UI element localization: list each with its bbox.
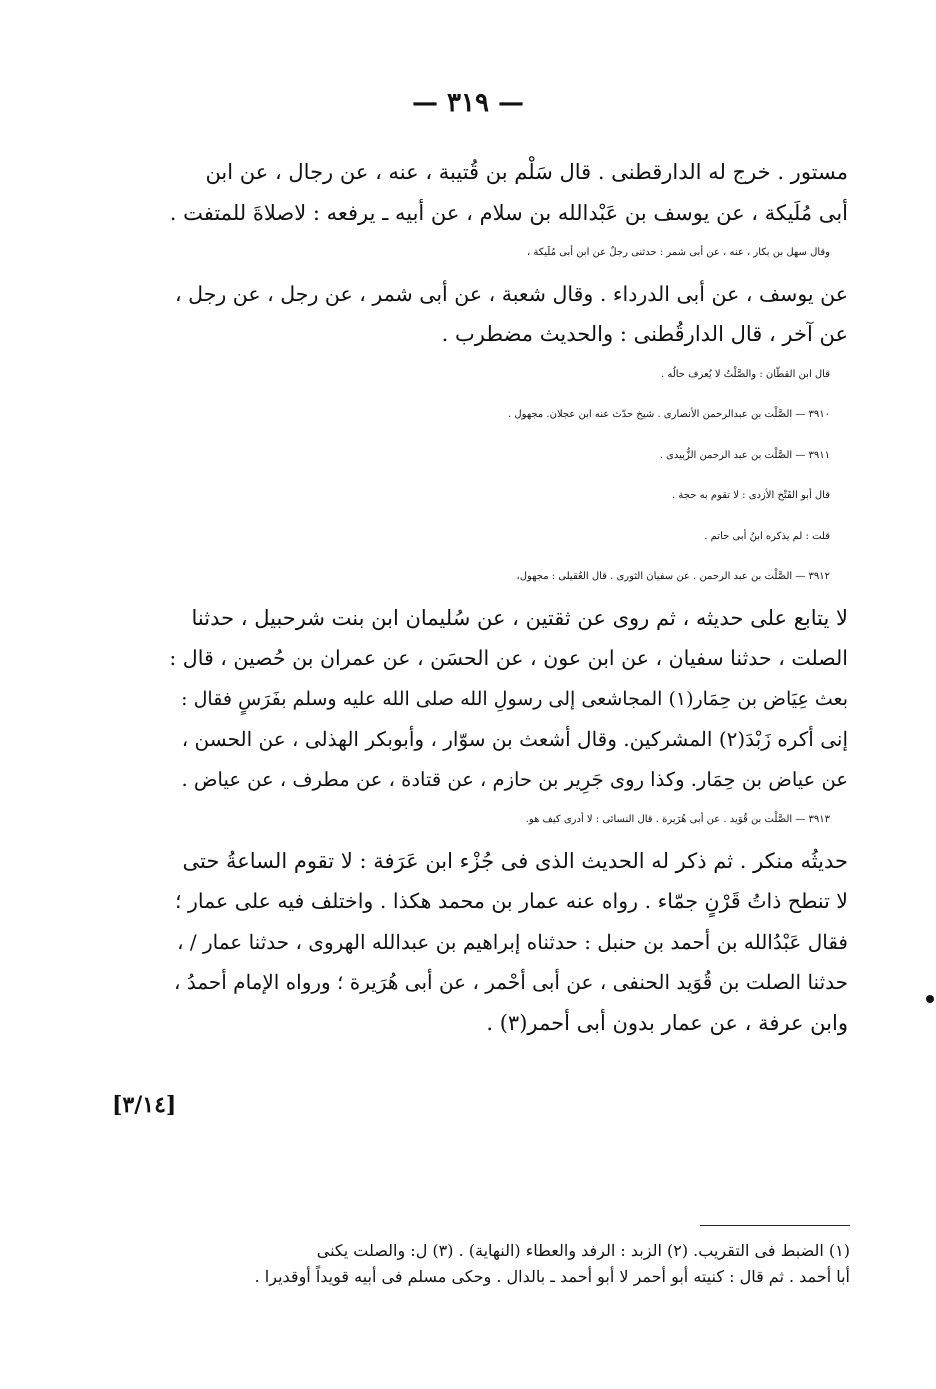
footnote-line: (١) الضبط فى التقريب. (٢) الزبد : الرفد والعطاء (النهاية) . (٣) ل: والصلت يكنى [316, 1241, 850, 1260]
text-line: مستور . خرج له الدارقطنى . قال سَلْم بن قُتيبة ، عنه ، عن رجال ، عن ابن [205, 160, 848, 184]
text-line: إنى أكره زَبْدَ(٢) المشركين. وقال أشعث بن سوّار ، وأبوبكر الهذلى ، عن الحسن ، [181, 727, 848, 751]
text-line: قال أبو الفَتْح الأزدى : لا تقوم به حجة . [672, 490, 830, 501]
text-line: وابن عرفة ، عن عمار بدون أبى أحمر(٣) . [486, 1010, 848, 1035]
text-line: ٣٩١١ — الصَّلْت بن عبد الرحمن الزُّبيدى . [659, 449, 830, 461]
main-text [168, 152, 848, 1043]
footnote-line: أبا أحمد . ثم قال : كنيته أبو أحمر لا أبو أحمد ـ بالدال . وحكى مسلم فى أبيه قويداً أوقديرا . [254, 1267, 850, 1286]
text-line: حديثُه منكر . ثم ذكر له الحديث الذى فى جُزْء ابن عَرَفة : لا تقوم الساعةُ حتى [182, 848, 848, 873]
text-line: لا تنطح ذاتُ قَرْنٍ جمّاء . رواه عنه عمار بن محمد هكذا . واختلف فيه على عمار ؛ [174, 889, 848, 913]
text-line: الصلت ، حدثنا سفيان ، عن ابن عون ، عن الحسَن ، عن عمران بن حُصين ، قال : [169, 646, 848, 670]
text-line: قال ابن القطّان : والصَّلْتُ لا يُعرف حالُه . [660, 368, 830, 380]
text-line: ٣٩١٣ — الصَّلْت بن قُوَيد . عن أبى هُرَيرة . قال النسائى : لا أدرى كيف هو. [525, 814, 830, 825]
text-line: فقال عَبْدُالله بن أحمد بن حنبل : حدثناه إبراهيم بن عبدالله الهروى ، حدثنا عمار / ، [177, 929, 848, 954]
footnotes [180, 1238, 850, 1290]
text-line: حدثنا الصلت بن قُوَيد الحنفى ، عن أبى أحْمر ، عن أبى هُرَيرة ؛ ورواه الإمام أحمدُ ، [174, 970, 848, 994]
margin-dot [926, 995, 934, 1003]
text-line: عن عياض بن حِمَار. وكذا روى جَرِير بن حازم ، عن قتادة ، عن مطرف ، عن عياض . [181, 767, 848, 791]
text-line: بعث عِيَاض بن حِمَار(١) المجاشعى إلى رسولِ الله صلى الله عليه وسلم بفَرَسٍ فقال : [181, 687, 848, 710]
footnote-divider [700, 1225, 850, 1226]
text-line: عن يوسف ، عن أبى الدرداء . وقال شعبة ، عن أبى شمر ، عن رجل ، عن رجل ، [175, 281, 848, 306]
margin-reference: [٣/١٤] [112, 1092, 177, 1118]
text-line: ٣٩١٢ — الصَّلْت بن عبد الرحمن . عن سفيان الثورى . قال العُقيلى : مجهول، [516, 571, 830, 582]
text-line: لا يتابع على حديثه ، ثم روى عن ثقتين ، عن سُليمان ابن بنت شرحبيل ، حدثنا [191, 605, 848, 630]
text-line: أبى مُلَيكة ، عن يوسف بن عَبْدالله بن سلام ، عن أبيه ـ يرفعه : لاصلاةَ للمتفت . [169, 200, 848, 225]
text-line: ٣٩١٠ — الصَّلْت بن عبدالرحمن الأنصارى . شيخ حدّث عنه ابن عجلان. مجهول . [508, 409, 830, 420]
text-line: قلت : لم يذكره ابنُ أبى حاتم . [704, 530, 830, 542]
text-line: عن آخر ، قال الدارقُطنى : والحديث مضطرب . [441, 322, 848, 346]
page-number: — ٣١٩ — [411, 88, 525, 118]
text-line: وقال سهل بن بكار ، عنه ، عن أبى شمر : حدثنى رجلٌ عن ابن أبى مُلَيكة ، [526, 247, 830, 258]
